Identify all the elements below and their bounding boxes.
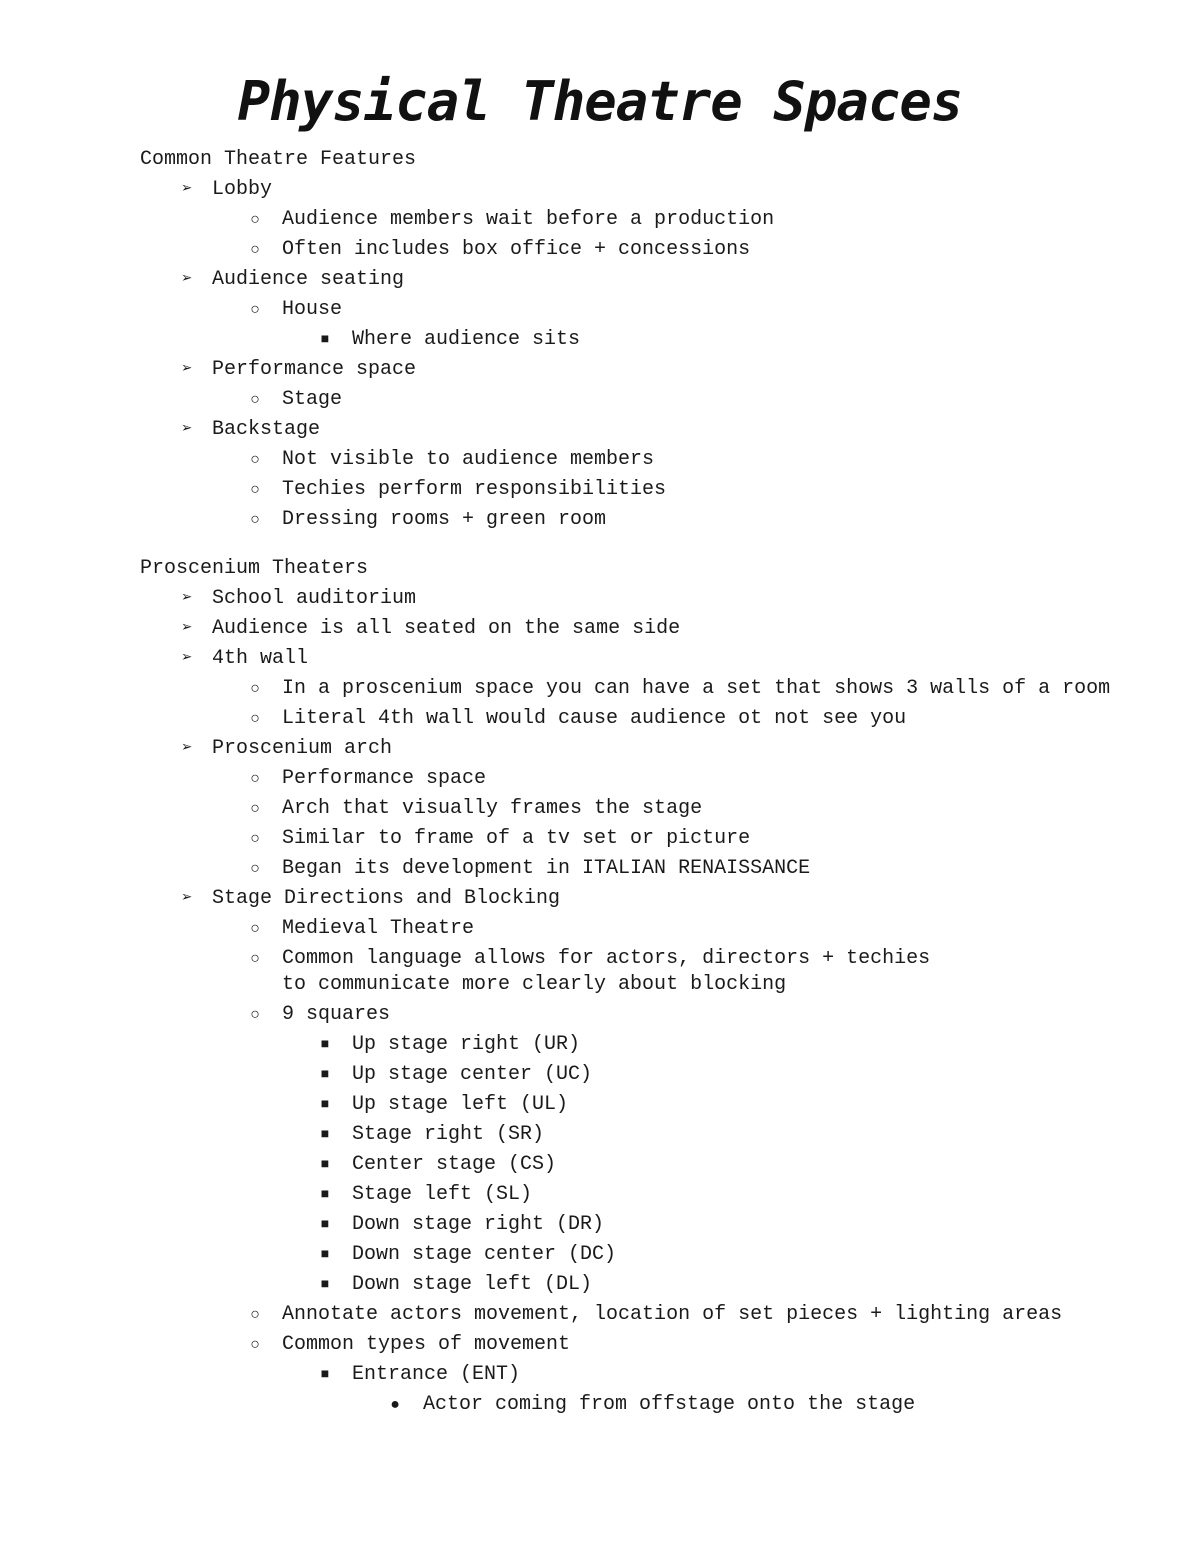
arrow-bullet-icon: ➢: [181, 360, 193, 380]
arrow-bullet-icon: ➢: [181, 420, 193, 440]
circle-bullet-icon: ○: [250, 770, 260, 788]
list-item-text: Stage: [282, 388, 343, 411]
circle-bullet-icon: ○: [250, 211, 260, 229]
list-item-text: Up stage right (UR): [352, 1033, 581, 1056]
arrow-bullet-icon: ➢: [181, 739, 193, 759]
list-item-text: Annotate actors movement, location of set pieces + lighting areas: [282, 1303, 1063, 1326]
list-item-text: Often includes box office + concessions: [282, 238, 751, 261]
list-item-text: Audience is all seated on the same side: [212, 617, 681, 640]
list-item-text: Performance space: [282, 767, 487, 790]
list-item: [140, 944, 962, 1000]
list-item-text: Audience seating: [212, 268, 405, 291]
list-item-text: Literal 4th wall would cause audience ot not see you: [282, 707, 907, 730]
list-item-text: Center stage (CS): [352, 1153, 557, 1176]
circle-bullet-icon: ○: [250, 241, 260, 259]
list-item: [140, 1390, 1140, 1420]
list-item-text: Proscenium arch: [212, 737, 393, 760]
list-item-text: Up stage left (UL): [352, 1093, 569, 1116]
list-item: [140, 614, 1140, 644]
circle-bullet-icon: ○: [250, 830, 260, 848]
list-item: [140, 505, 1140, 535]
square-bullet-icon: ■: [320, 332, 330, 348]
square-bullet-icon: ■: [320, 1037, 330, 1053]
list-item: [140, 1150, 1140, 1180]
list-item-text: Actor coming from offstage onto the stage: [423, 1393, 916, 1416]
square-bullet-icon: ■: [320, 1157, 330, 1173]
list-item-text: Down stage right (DR): [352, 1213, 605, 1236]
square-bullet-icon: ■: [320, 1367, 330, 1383]
arrow-bullet-icon: ➢: [181, 889, 193, 909]
list-item-text: Where audience sits: [352, 328, 581, 351]
circle-bullet-icon: ○: [250, 860, 260, 878]
list-item-text: School auditorium: [212, 587, 417, 610]
arrow-bullet-icon: ➢: [181, 649, 193, 669]
list-item: [140, 415, 1140, 445]
circle-bullet-icon: ○: [250, 451, 260, 469]
arrow-bullet-icon: ➢: [181, 619, 193, 639]
square-bullet-icon: ■: [320, 1247, 330, 1263]
list-item-text: Medieval Theatre: [282, 917, 475, 940]
list-item-text: Techies perform responsibilities: [282, 478, 667, 501]
arrow-bullet-icon: ➢: [181, 270, 193, 290]
list-item: [140, 794, 1140, 824]
list-item-text: Audience members wait before a production: [282, 208, 775, 231]
square-bullet-icon: ■: [320, 1187, 330, 1203]
list-item: [140, 734, 1140, 764]
square-bullet-icon: ■: [320, 1217, 330, 1233]
list-item-text: Up stage center (UC): [352, 1063, 593, 1086]
circle-bullet-icon: ○: [250, 800, 260, 818]
list-item: [140, 265, 1140, 295]
list-item-text: Backstage: [212, 418, 321, 441]
square-bullet-icon: ■: [320, 1127, 330, 1143]
list-item: [140, 1330, 1140, 1360]
list-item: [140, 854, 1140, 884]
square-bullet-icon: ■: [320, 1277, 330, 1293]
list-item: [140, 1180, 1140, 1210]
arrow-bullet-icon: ➢: [181, 180, 193, 200]
list-item: [140, 884, 1140, 914]
square-bullet-icon: ■: [320, 1067, 330, 1083]
list-item-text: Began its development in ITALIAN RENAISSANCE: [282, 857, 811, 880]
circle-bullet-icon: ○: [250, 710, 260, 728]
dot-bullet-icon: ●: [390, 1396, 400, 1414]
list-item: [140, 205, 1140, 235]
list-item: [140, 1210, 1140, 1240]
list-item: [140, 385, 1140, 415]
list-item: [140, 175, 1140, 205]
circle-bullet-icon: ○: [250, 391, 260, 409]
list-item-text: Down stage left (DL): [352, 1273, 593, 1296]
list-item: [140, 1120, 1140, 1150]
circle-bullet-icon: ○: [250, 920, 260, 938]
list-item: [140, 584, 1140, 614]
page-title: Physical Theatre Spaces: [237, 70, 963, 133]
list-item-text: Dressing rooms + green room: [282, 508, 607, 531]
list-item: [140, 914, 1140, 944]
list-item-text: In a proscenium space you can have a set that shows 3 walls of a room: [282, 677, 1111, 700]
list-item-text: 9 squares: [282, 1003, 391, 1026]
list-item-text: Down stage center (DC): [352, 1243, 617, 1266]
list-item-text: Similar to frame of a tv set or picture: [282, 827, 751, 850]
list-item: [140, 1090, 1140, 1120]
notes-body: [140, 145, 1140, 1420]
list-item: [140, 235, 1140, 265]
list-item-text: Entrance (ENT): [352, 1363, 521, 1386]
list-item: [140, 325, 1140, 355]
list-item: [140, 355, 1140, 385]
arrow-bullet-icon: ➢: [181, 589, 193, 609]
list-item-text: House: [282, 298, 343, 321]
circle-bullet-icon: ○: [250, 950, 260, 968]
circle-bullet-icon: ○: [250, 301, 260, 319]
list-item-text: Lobby: [212, 178, 273, 201]
list-item: [140, 1240, 1140, 1270]
list-item-text: Stage left (SL): [352, 1183, 533, 1206]
square-bullet-icon: ■: [320, 1097, 330, 1113]
list-item-text: Not visible to audience members: [282, 448, 655, 471]
list-item-text: Common types of movement: [282, 1333, 571, 1356]
list-item-text: Stage Directions and Blocking: [212, 887, 561, 910]
circle-bullet-icon: ○: [250, 1336, 260, 1354]
circle-bullet-icon: ○: [250, 680, 260, 698]
list-item: [140, 295, 1140, 325]
list-item: [140, 674, 1140, 704]
list-item-text: Stage right (SR): [352, 1123, 545, 1146]
list-item: [140, 1270, 1140, 1300]
section-spacer: [140, 535, 1140, 554]
list-item-text: Arch that visually frames the stage: [282, 797, 703, 820]
list-item: [140, 704, 1140, 734]
list-item: [140, 475, 1140, 505]
list-item: [140, 1030, 1140, 1060]
section-heading: Common Theatre Features: [140, 148, 417, 171]
list-item: [140, 764, 1140, 794]
list-item: [140, 1000, 1140, 1030]
list-item-text: 4th wall: [212, 647, 309, 670]
list-item: [140, 445, 1140, 475]
circle-bullet-icon: ○: [250, 481, 260, 499]
list-item: [140, 644, 1140, 674]
circle-bullet-icon: ○: [250, 1006, 260, 1024]
list-item-text: Common language allows for actors, directors + techies to communicate more clearly about blocking: [282, 947, 931, 996]
list-item: [140, 1360, 1140, 1390]
circle-bullet-icon: ○: [250, 511, 260, 529]
list-item: [140, 1300, 1140, 1330]
list-item-text: Performance space: [212, 358, 417, 381]
circle-bullet-icon: ○: [250, 1306, 260, 1324]
list-item: [140, 1060, 1140, 1090]
section-heading: Proscenium Theaters: [140, 557, 369, 580]
list-item: [140, 824, 1140, 854]
